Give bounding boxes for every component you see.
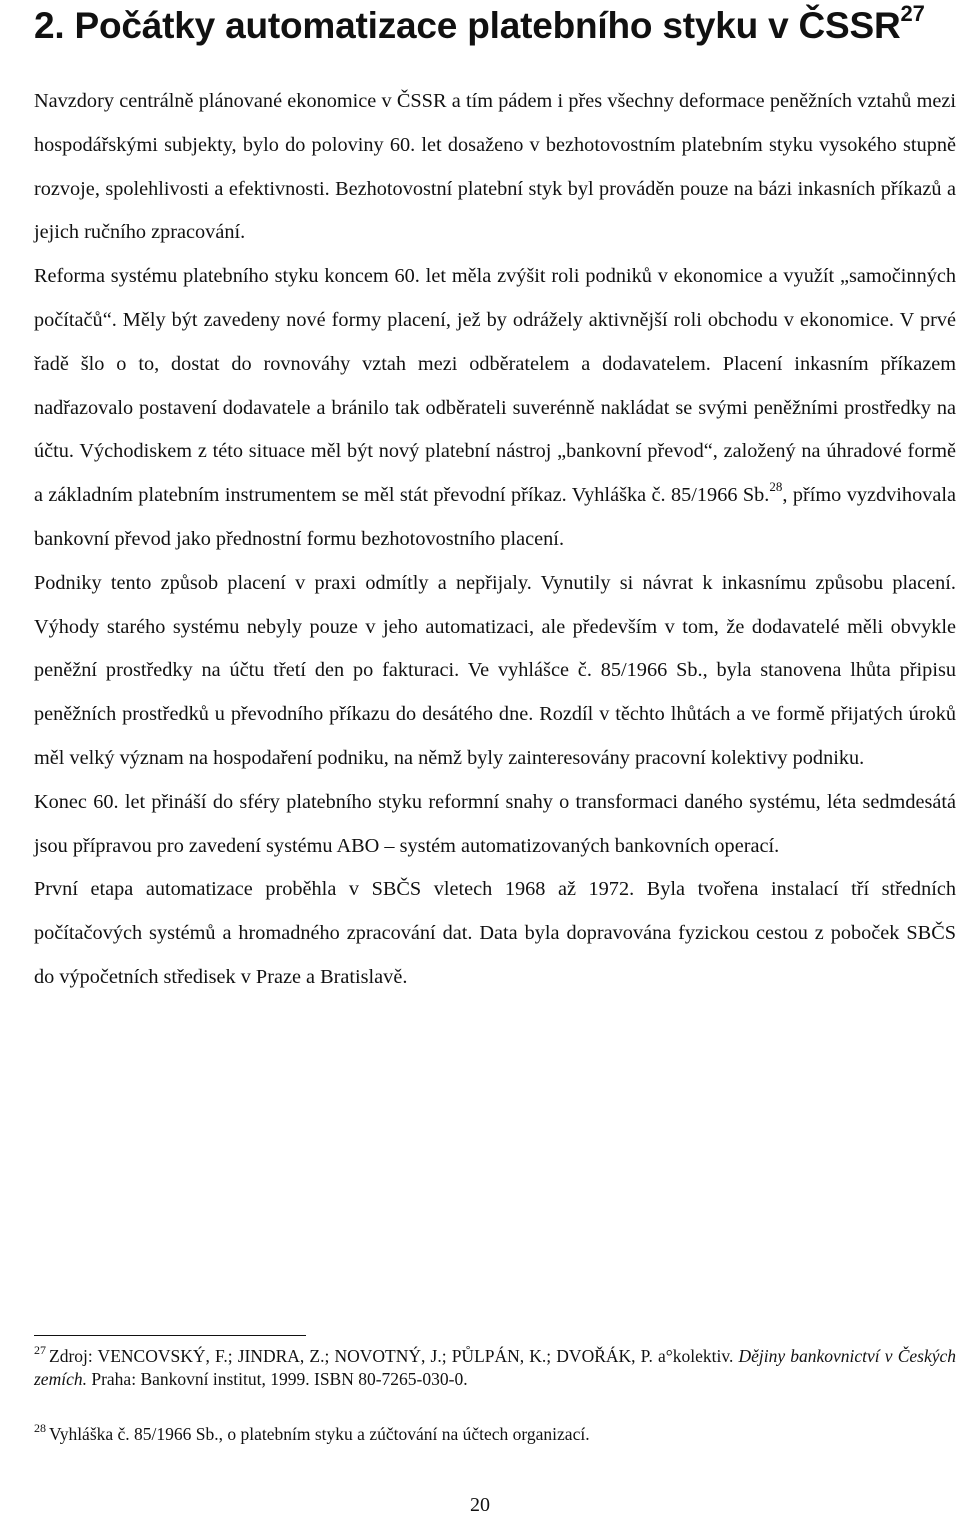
footnotes <box>34 1345 956 1446</box>
page-number: 20 <box>470 1494 490 1516</box>
chapter-heading-text: 2. Počátky automatizace platebního styku v ČSSR <box>34 5 901 46</box>
footnote-ref-28: 28 <box>769 479 783 495</box>
paragraph-4: Konec 60. let přináší do sféry platebního styku reformní snahy o transformaci daného systému, léta sedmdesátá jsou přípravou pro zavedení systému ABO – systém automatizovaných bankovních operací. <box>34 790 956 857</box>
footnote-28 <box>34 1423 956 1446</box>
footnote-27 <box>34 1345 956 1391</box>
footnote-number: 28 <box>34 1421 46 1436</box>
footnote-text: Vyhláška č. 85/1966 Sb., o platebním styku a zúčtování na účtech organizací. <box>49 1424 590 1444</box>
footnote-separator <box>34 1335 306 1336</box>
paragraph-5: První etapa automatizace proběhla v SBČS vletech 1968 až 1972. Byla tvořena instalací tří středních počítačových systémů a hromadného zpracování dat. Data byla dopravována fyzickou cestou z poboček SBČS do výpočetních středisek v Praze a Bratislavě. <box>34 878 956 988</box>
body-text <box>34 80 956 1000</box>
footnote-text: Zdroj: VENCOVSKÝ, F.; JINDRA, Z.; NOVOTNÝ, J.; PŮLPÁN, K.; DVOŘÁK, P. a°kolektiv. <box>49 1346 734 1366</box>
footnote-publisher: Praha: Bankovní institut, 1999. ISBN 80-7265-030-0. <box>91 1369 468 1389</box>
paragraph-3: Podniky tento způsob placení v praxi odmítly a nepřijaly. Vynutily si návrat k inkasnímu způsobu placení. Výhody starého systému nebyly pouze v jeho automatizaci, ale především v tom, že dodavatelé měli obvykle peněžní prostředky na účtu třetí den po fakturaci. Ve vyhlášce č. 85/1966 Sb., byla stanovena lhůta připisu peněžních prostředků u převodního příkazu do desátého dne. Rozdíl v těchto lhůtách a ve formě přijatých úroků měl velký význam na hospodaření podniku, na němž byly zainteresovány pracovní kolektivy podniku. <box>34 571 956 769</box>
paragraph-2 <box>34 255 956 562</box>
paragraph-2-text: Reforma systému platebního styku koncem 60. let měla zvýšit roli podniků v ekonomice a využít „samočinných počítačů“. Měly být zavedeny nové formy placení, jež by odrážely aktivnější roli obchodu v ekonomice. V prvé řadě šlo o to, dostat do rovnováhy vztah mezi odběratelem a dodavatelem. Placení inkasním příkazem nadřazovalo postavení dodavatele a bránilo tak odběrateli suverénně nakládat se svými peněžními prostředky na účtu. Východiskem z této situace měl být nový platební nástroj „bankovní převod“, založený na úhradové formě a základním platebním instrumentem se měl stát převodní příkaz. Vyhláška č. 85/1966 Sb. <box>34 265 956 507</box>
footnote-number: 27 <box>34 1343 46 1358</box>
paragraph-1: Navzdory centrálně plánované ekonomice v ČSSR a tím pádem i přes všechny deformace peněžních vztahů mezi hospodářskými subjekty, bylo do poloviny 60. let dosaženo v bezhotovostním platebním styku vysokého stupně rozvoje, spolehlivosti a efektivnosti. Bezhotovostní platební styk byl prováděn pouze na bázi inkasních příkazů a jejich ručního zpracování. <box>34 90 956 244</box>
footnote-ref-27: 27 <box>900 0 925 26</box>
footnote-book-title: Dějiny bankovnictví v Českých zemích. <box>34 1346 956 1389</box>
paragraph-2-continuation: , přímo vyzdvihovala bankovní převod jako přednostní formu bezhotovostního placení. <box>34 484 956 550</box>
chapter-heading <box>34 2 925 50</box>
